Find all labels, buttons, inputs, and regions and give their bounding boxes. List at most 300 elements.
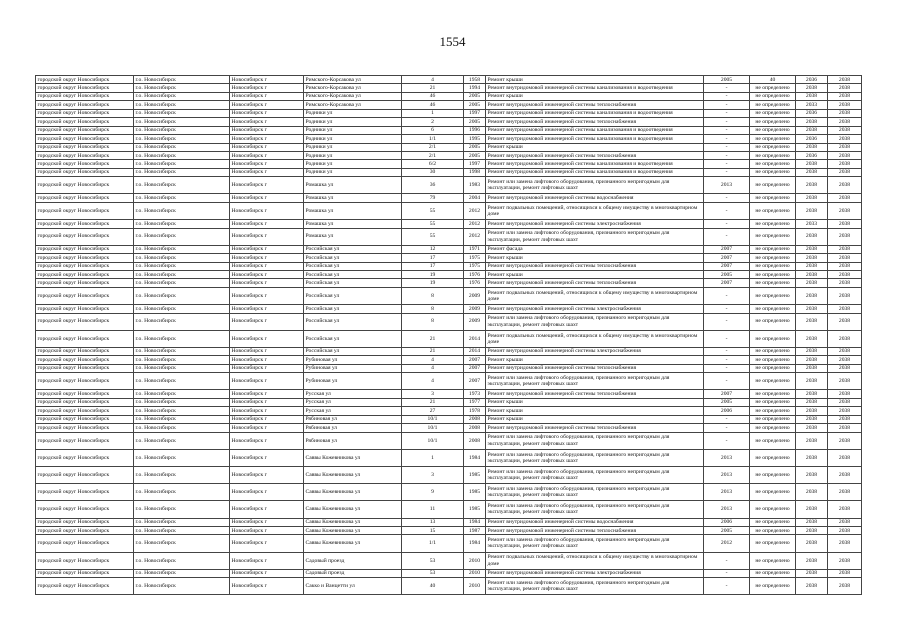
period-end-cell: 2038 [828,305,862,313]
street-cell: Саввы Кожевникова ул [304,466,402,483]
build-year-cell: 1971 [464,245,486,253]
work-type-cell: Ремонт подвальных помещений, относящихся к общему имуществу в многоквартирном доме [486,287,704,304]
period-start-cell: 2033 [796,220,828,228]
period-end-cell: 2038 [828,194,862,202]
table-row [36,287,862,304]
house-number-cell: 4 [402,76,464,84]
city-cell: Новосибирск г [230,168,304,176]
build-year-cell: 1994 [464,84,486,92]
street-cell: Русская ул [304,407,402,415]
table-row [36,535,862,552]
build-year-cell: 2012 [464,202,486,219]
okrug-cell: г.о. Новосибирск [134,202,230,219]
district-cell: городской округ Новосибирск [36,262,134,270]
previous-repair-year-cell: - [704,432,750,449]
period-start-cell: 2038 [796,143,828,151]
build-year-cell: 1958 [464,76,486,84]
street-cell: Русская ул [304,398,402,406]
period-end-cell: 2038 [828,449,862,466]
okrug-cell: г.о. Новосибирск [134,466,230,483]
city-cell: Новосибирск г [230,347,304,355]
district-cell: городской округ Новосибирск [36,202,134,219]
house-number-cell: 2/1 [402,143,464,151]
previous-repair-year-cell: - [704,126,750,134]
street-cell: Саввы Кожевникова ул [304,501,402,518]
work-type-cell: Ремонт внутридомовой инженерной системы теплоснабжения [486,151,704,159]
period-start-cell: 2036 [796,151,828,159]
table-row [36,390,862,398]
okrug-cell: г.о. Новосибирск [134,151,230,159]
district-cell: городской округ Новосибирск [36,287,134,304]
status-cell: не определено [750,501,796,518]
build-year-cell: 2007 [464,373,486,390]
status-cell: не определено [750,356,796,364]
district-cell: городской округ Новосибирск [36,356,134,364]
district-cell: городской округ Новосибирск [36,449,134,466]
house-number-cell: 10/1 [402,415,464,423]
house-number-cell: 21 [402,330,464,347]
build-year-cell: 1985 [464,484,486,501]
okrug-cell: г.о. Новосибирск [134,526,230,534]
house-number-cell: 6/2 [402,160,464,168]
street-cell: Российская ул [304,313,402,330]
street-cell: Садовый проезд [304,552,402,569]
period-end-cell: 2038 [828,407,862,415]
okrug-cell: г.о. Новосибирск [134,330,230,347]
work-type-cell: Ремонт или замена лифтового оборудования, признанного непригодным для эксплуатации, ремонт лифтовых шахт [486,373,704,390]
previous-repair-year-cell: 2006 [704,407,750,415]
period-start-cell: 2038 [796,501,828,518]
build-year-cell: 1995 [464,135,486,143]
work-type-cell: Ремонт внутридомовой инженерной системы теплоснабжения [486,101,704,109]
previous-repair-year-cell: 2005 [704,526,750,534]
table-row [36,109,862,117]
table-row [36,578,862,595]
build-year-cell: 1983 [464,177,486,194]
period-end-cell: 2038 [828,287,862,304]
house-number-cell: 11 [402,501,464,518]
okrug-cell: г.о. Новосибирск [134,279,230,287]
district-cell: городской округ Новосибирск [36,271,134,279]
previous-repair-year-cell: - [704,194,750,202]
previous-repair-year-cell: 2013 [704,501,750,518]
status-cell: не определено [750,118,796,126]
street-cell: Российская ул [304,279,402,287]
period-end-cell: 2038 [828,390,862,398]
work-type-cell: Ремонт внутридомовой инженерной системы теплоснабжения [486,364,704,372]
district-cell: городской округ Новосибирск [36,398,134,406]
work-type-cell: Ремонт внутридомовой инженерной системы теплоснабжения [486,118,704,126]
okrug-cell: г.о. Новосибирск [134,254,230,262]
period-start-cell: 2038 [796,398,828,406]
previous-repair-year-cell: - [704,313,750,330]
okrug-cell: г.о. Новосибирск [134,92,230,100]
work-type-cell: Ремонт или замена лифтового оборудования, признанного непригодным для эксплуатации, ремонт лифтовых шахт [486,535,704,552]
table-row [36,92,862,100]
build-year-cell: 1985 [464,466,486,483]
period-end-cell: 2038 [828,143,862,151]
okrug-cell: г.о. Новосибирск [134,118,230,126]
build-year-cell: 1987 [464,526,486,534]
table-row [36,347,862,355]
previous-repair-year-cell: 2013 [704,484,750,501]
status-cell: не определено [750,305,796,313]
period-end-cell: 2038 [828,135,862,143]
status-cell: не определено [750,398,796,406]
table-row [36,501,862,518]
period-start-cell: 2038 [796,305,828,313]
status-cell: не определено [750,160,796,168]
city-cell: Новосибирск г [230,356,304,364]
house-number-cell: 46 [402,101,464,109]
house-number-cell: 13 [402,518,464,526]
period-end-cell: 2038 [828,356,862,364]
table-row [36,279,862,287]
district-cell: городской округ Новосибирск [36,109,134,117]
status-cell: не определено [750,535,796,552]
period-end-cell: 2038 [828,202,862,219]
build-year-cell: 1984 [464,535,486,552]
status-cell: не определено [750,228,796,245]
period-end-cell: 2038 [828,160,862,168]
okrug-cell: г.о. Новосибирск [134,373,230,390]
status-cell: не определено [750,194,796,202]
period-start-cell: 2038 [796,415,828,423]
street-cell: Саввы Кожевникова ул [304,518,402,526]
work-type-cell: Ремонт внутридомовой инженерной системы электроснабжения [486,305,704,313]
city-cell: Новосибирск г [230,415,304,423]
period-start-cell: 2038 [796,466,828,483]
district-cell: городской округ Новосибирск [36,160,134,168]
previous-repair-year-cell: - [704,305,750,313]
table-row [36,356,862,364]
period-end-cell: 2038 [828,254,862,262]
period-start-cell: 2038 [796,347,828,355]
okrug-cell: г.о. Новосибирск [134,76,230,84]
city-cell: Новосибирск г [230,245,304,253]
city-cell: Новосибирск г [230,305,304,313]
previous-repair-year-cell: 2005 [704,271,750,279]
street-cell: Русская ул [304,390,402,398]
period-end-cell: 2038 [828,569,862,577]
build-year-cell: 2007 [464,356,486,364]
work-type-cell: Ремонт подвальных помещений, относящихся к общему имуществу в многоквартирном доме [486,552,704,569]
table-row [36,135,862,143]
period-start-cell: 2038 [796,262,828,270]
status-cell: не определено [750,466,796,483]
district-cell: городской округ Новосибирск [36,518,134,526]
house-number-cell: 55 [402,220,464,228]
period-end-cell: 2038 [828,535,862,552]
period-end-cell: 2038 [828,484,862,501]
table-row [36,271,862,279]
period-start-cell: 2038 [796,92,828,100]
street-cell: Римского-Корсакова ул [304,76,402,84]
table-row [36,484,862,501]
previous-repair-year-cell: 2007 [704,390,750,398]
period-end-cell: 2038 [828,330,862,347]
previous-repair-year-cell: 2006 [704,518,750,526]
street-cell: Ромашка ул [304,220,402,228]
previous-repair-year-cell: - [704,347,750,355]
okrug-cell: г.о. Новосибирск [134,245,230,253]
status-cell: не определено [750,364,796,372]
district-cell: городской округ Новосибирск [36,415,134,423]
build-year-cell: 1998 [464,168,486,176]
previous-repair-year-cell: 2005 [704,398,750,406]
period-start-cell: 2038 [796,390,828,398]
period-start-cell: 2038 [796,569,828,577]
table-row [36,330,862,347]
work-type-cell: Ремонт внутридомовой инженерной системы водоснабжения [486,518,704,526]
house-number-cell: 3 [402,466,464,483]
city-cell: Новосибирск г [230,526,304,534]
build-year-cell: 2009 [464,287,486,304]
district-cell: городской округ Новосибирск [36,92,134,100]
okrug-cell: г.о. Новосибирск [134,262,230,270]
status-cell: не определено [750,101,796,109]
city-cell: Новосибирск г [230,569,304,577]
table-row [36,194,862,202]
okrug-cell: г.о. Новосибирск [134,135,230,143]
build-year-cell: 2012 [464,228,486,245]
period-start-cell: 2038 [796,177,828,194]
period-start-cell: 2038 [796,228,828,245]
status-cell: не определено [750,279,796,287]
build-year-cell: 2005 [464,151,486,159]
status-cell: не определено [750,126,796,134]
table-row [36,220,862,228]
previous-repair-year-cell: 2007 [704,262,750,270]
street-cell: Родники ул [304,151,402,159]
table-row [36,168,862,176]
street-cell: Римского-Корсакова ул [304,92,402,100]
table-row [36,177,862,194]
period-start-cell: 2038 [796,484,828,501]
house-number-cell: 17 [402,254,464,262]
city-cell: Новосибирск г [230,151,304,159]
build-year-cell: 1997 [464,109,486,117]
status-cell: не определено [750,92,796,100]
district-cell: городской округ Новосибирск [36,220,134,228]
okrug-cell: г.о. Новосибирск [134,432,230,449]
street-cell: Российская ул [304,254,402,262]
previous-repair-year-cell: - [704,552,750,569]
work-type-cell: Ремонт или замена лифтового оборудования, признанного непригодным для эксплуатации, ремонт лифтовых шахт [486,177,704,194]
period-start-cell: 2033 [796,101,828,109]
build-year-cell: 2010 [464,578,486,595]
district-cell: городской округ Новосибирск [36,305,134,313]
work-type-cell: Ремонт внутридомовой инженерной системы теплоснабжения [486,262,704,270]
previous-repair-year-cell: - [704,151,750,159]
district-cell: городской округ Новосибирск [36,245,134,253]
period-start-cell: 2038 [796,424,828,432]
status-cell: не определено [750,287,796,304]
previous-repair-year-cell: 2013 [704,466,750,483]
house-number-cell: 19 [402,271,464,279]
table-row [36,526,862,534]
okrug-cell: г.о. Новосибирск [134,535,230,552]
build-year-cell: 2009 [464,305,486,313]
street-cell: Российская ул [304,347,402,355]
period-start-cell: 2038 [796,526,828,534]
build-year-cell: 2012 [464,220,486,228]
okrug-cell: г.о. Новосибирск [134,101,230,109]
table-row [36,101,862,109]
period-start-cell: 2036 [796,76,828,84]
district-cell: городской округ Новосибирск [36,168,134,176]
district-cell: городской округ Новосибирск [36,135,134,143]
previous-repair-year-cell: 2007 [704,245,750,253]
period-end-cell: 2038 [828,101,862,109]
period-end-cell: 2038 [828,262,862,270]
district-cell: городской округ Новосибирск [36,424,134,432]
table-row [36,407,862,415]
district-cell: городской округ Новосибирск [36,101,134,109]
district-cell: городской округ Новосибирск [36,484,134,501]
table-row [36,449,862,466]
street-cell: Российская ул [304,305,402,313]
okrug-cell: г.о. Новосибирск [134,449,230,466]
period-start-cell: 2038 [796,287,828,304]
status-cell: не определено [750,484,796,501]
street-cell: Родники ул [304,168,402,176]
city-cell: Новосибирск г [230,92,304,100]
district-cell: городской округ Новосибирск [36,118,134,126]
house-number-cell: 53 [402,569,464,577]
table-row [36,432,862,449]
work-type-cell: Ремонт крыши [486,143,704,151]
okrug-cell: г.о. Новосибирск [134,228,230,245]
build-year-cell: 1978 [464,407,486,415]
period-start-cell: 2038 [796,535,828,552]
city-cell: Новосибирск г [230,118,304,126]
house-number-cell: 40 [402,578,464,595]
table-body [36,76,862,595]
page-number: 1554 [439,34,466,49]
status-cell: не определено [750,168,796,176]
work-type-cell: Ремонт внутридомовой инженерной системы канализования и водоотведения [486,84,704,92]
city-cell: Новосибирск г [230,202,304,219]
build-year-cell: 2009 [464,313,486,330]
build-year-cell: 1996 [464,126,486,134]
okrug-cell: г.о. Новосибирск [134,220,230,228]
previous-repair-year-cell: - [704,143,750,151]
work-type-cell: Ремонт внутридомовой инженерной системы теплоснабжения [486,390,704,398]
district-cell: городской округ Новосибирск [36,407,134,415]
city-cell: Новосибирск г [230,262,304,270]
period-end-cell: 2038 [828,518,862,526]
street-cell: Рябиновая ул [304,432,402,449]
previous-repair-year-cell: - [704,364,750,372]
city-cell: Новосибирск г [230,330,304,347]
period-end-cell: 2038 [828,118,862,126]
okrug-cell: г.о. Новосибирск [134,356,230,364]
build-year-cell: 1984 [464,449,486,466]
district-cell: городской округ Новосибирск [36,330,134,347]
city-cell: Новосибирск г [230,228,304,245]
okrug-cell: г.о. Новосибирск [134,578,230,595]
district-cell: городской округ Новосибирск [36,578,134,595]
previous-repair-year-cell: - [704,569,750,577]
status-cell: не определено [750,407,796,415]
table-row [36,518,862,526]
street-cell: Российская ул [304,330,402,347]
house-number-cell: 1/1 [402,535,464,552]
previous-repair-year-cell: - [704,415,750,423]
build-year-cell: 1973 [464,390,486,398]
build-year-cell: 1976 [464,279,486,287]
house-number-cell: 12 [402,245,464,253]
house-number-cell: 1/1 [402,135,464,143]
okrug-cell: г.о. Новосибирск [134,305,230,313]
status-cell: не определено [750,518,796,526]
table-row [36,313,862,330]
work-type-cell: Ремонт подвальных помещений, относящихся к общему имуществу в многоквартирном доме [486,202,704,219]
status-cell: не определено [750,569,796,577]
city-cell: Новосибирск г [230,407,304,415]
period-start-cell: 2038 [796,126,828,134]
street-cell: Родники ул [304,118,402,126]
previous-repair-year-cell: - [704,92,750,100]
previous-repair-year-cell: - [704,373,750,390]
work-type-cell: Ремонт или замена лифтового оборудования, признанного непригодным для эксплуатации, ремонт лифтовых шахт [486,432,704,449]
district-cell: городской округ Новосибирск [36,76,134,84]
district-cell: городской округ Новосибирск [36,177,134,194]
period-start-cell: 2038 [796,202,828,219]
house-number-cell: 53 [402,552,464,569]
period-end-cell: 2038 [828,501,862,518]
period-end-cell: 2038 [828,313,862,330]
table-row [36,305,862,313]
work-type-cell: Ремонт или замена лифтового оборудования, признанного непригодным для эксплуатации, ремонт лифтовых шахт [486,466,704,483]
house-number-cell: 8 [402,305,464,313]
period-start-cell: 2038 [796,160,828,168]
status-cell: не определено [750,313,796,330]
street-cell: Рубиновая ул [304,373,402,390]
street-cell: Родники ул [304,160,402,168]
build-year-cell: 2014 [464,347,486,355]
build-year-cell: 2010 [464,569,486,577]
work-type-cell: Ремонт крыши [486,271,704,279]
city-cell: Новосибирск г [230,466,304,483]
table-row [36,424,862,432]
district-cell: городской округ Новосибирск [36,143,134,151]
table-row [36,160,862,168]
status-cell: не определено [750,390,796,398]
previous-repair-year-cell: - [704,578,750,595]
period-start-cell: 2038 [796,118,828,126]
period-end-cell: 2038 [828,220,862,228]
house-number-cell: 10/1 [402,424,464,432]
period-end-cell: 2038 [828,151,862,159]
period-start-cell: 2038 [796,254,828,262]
build-year-cell: 2008 [464,424,486,432]
period-start-cell: 2038 [796,271,828,279]
city-cell: Новосибирск г [230,287,304,304]
period-end-cell: 2038 [828,364,862,372]
city-cell: Новосибирск г [230,279,304,287]
city-cell: Новосибирск г [230,177,304,194]
previous-repair-year-cell: - [704,168,750,176]
status-cell: не определено [750,254,796,262]
previous-repair-year-cell: - [704,118,750,126]
district-cell: городской округ Новосибирск [36,569,134,577]
house-number-cell: 1 [402,109,464,117]
status-cell: не определено [750,432,796,449]
period-start-cell: 2038 [796,552,828,569]
build-year-cell: 2010 [464,552,486,569]
